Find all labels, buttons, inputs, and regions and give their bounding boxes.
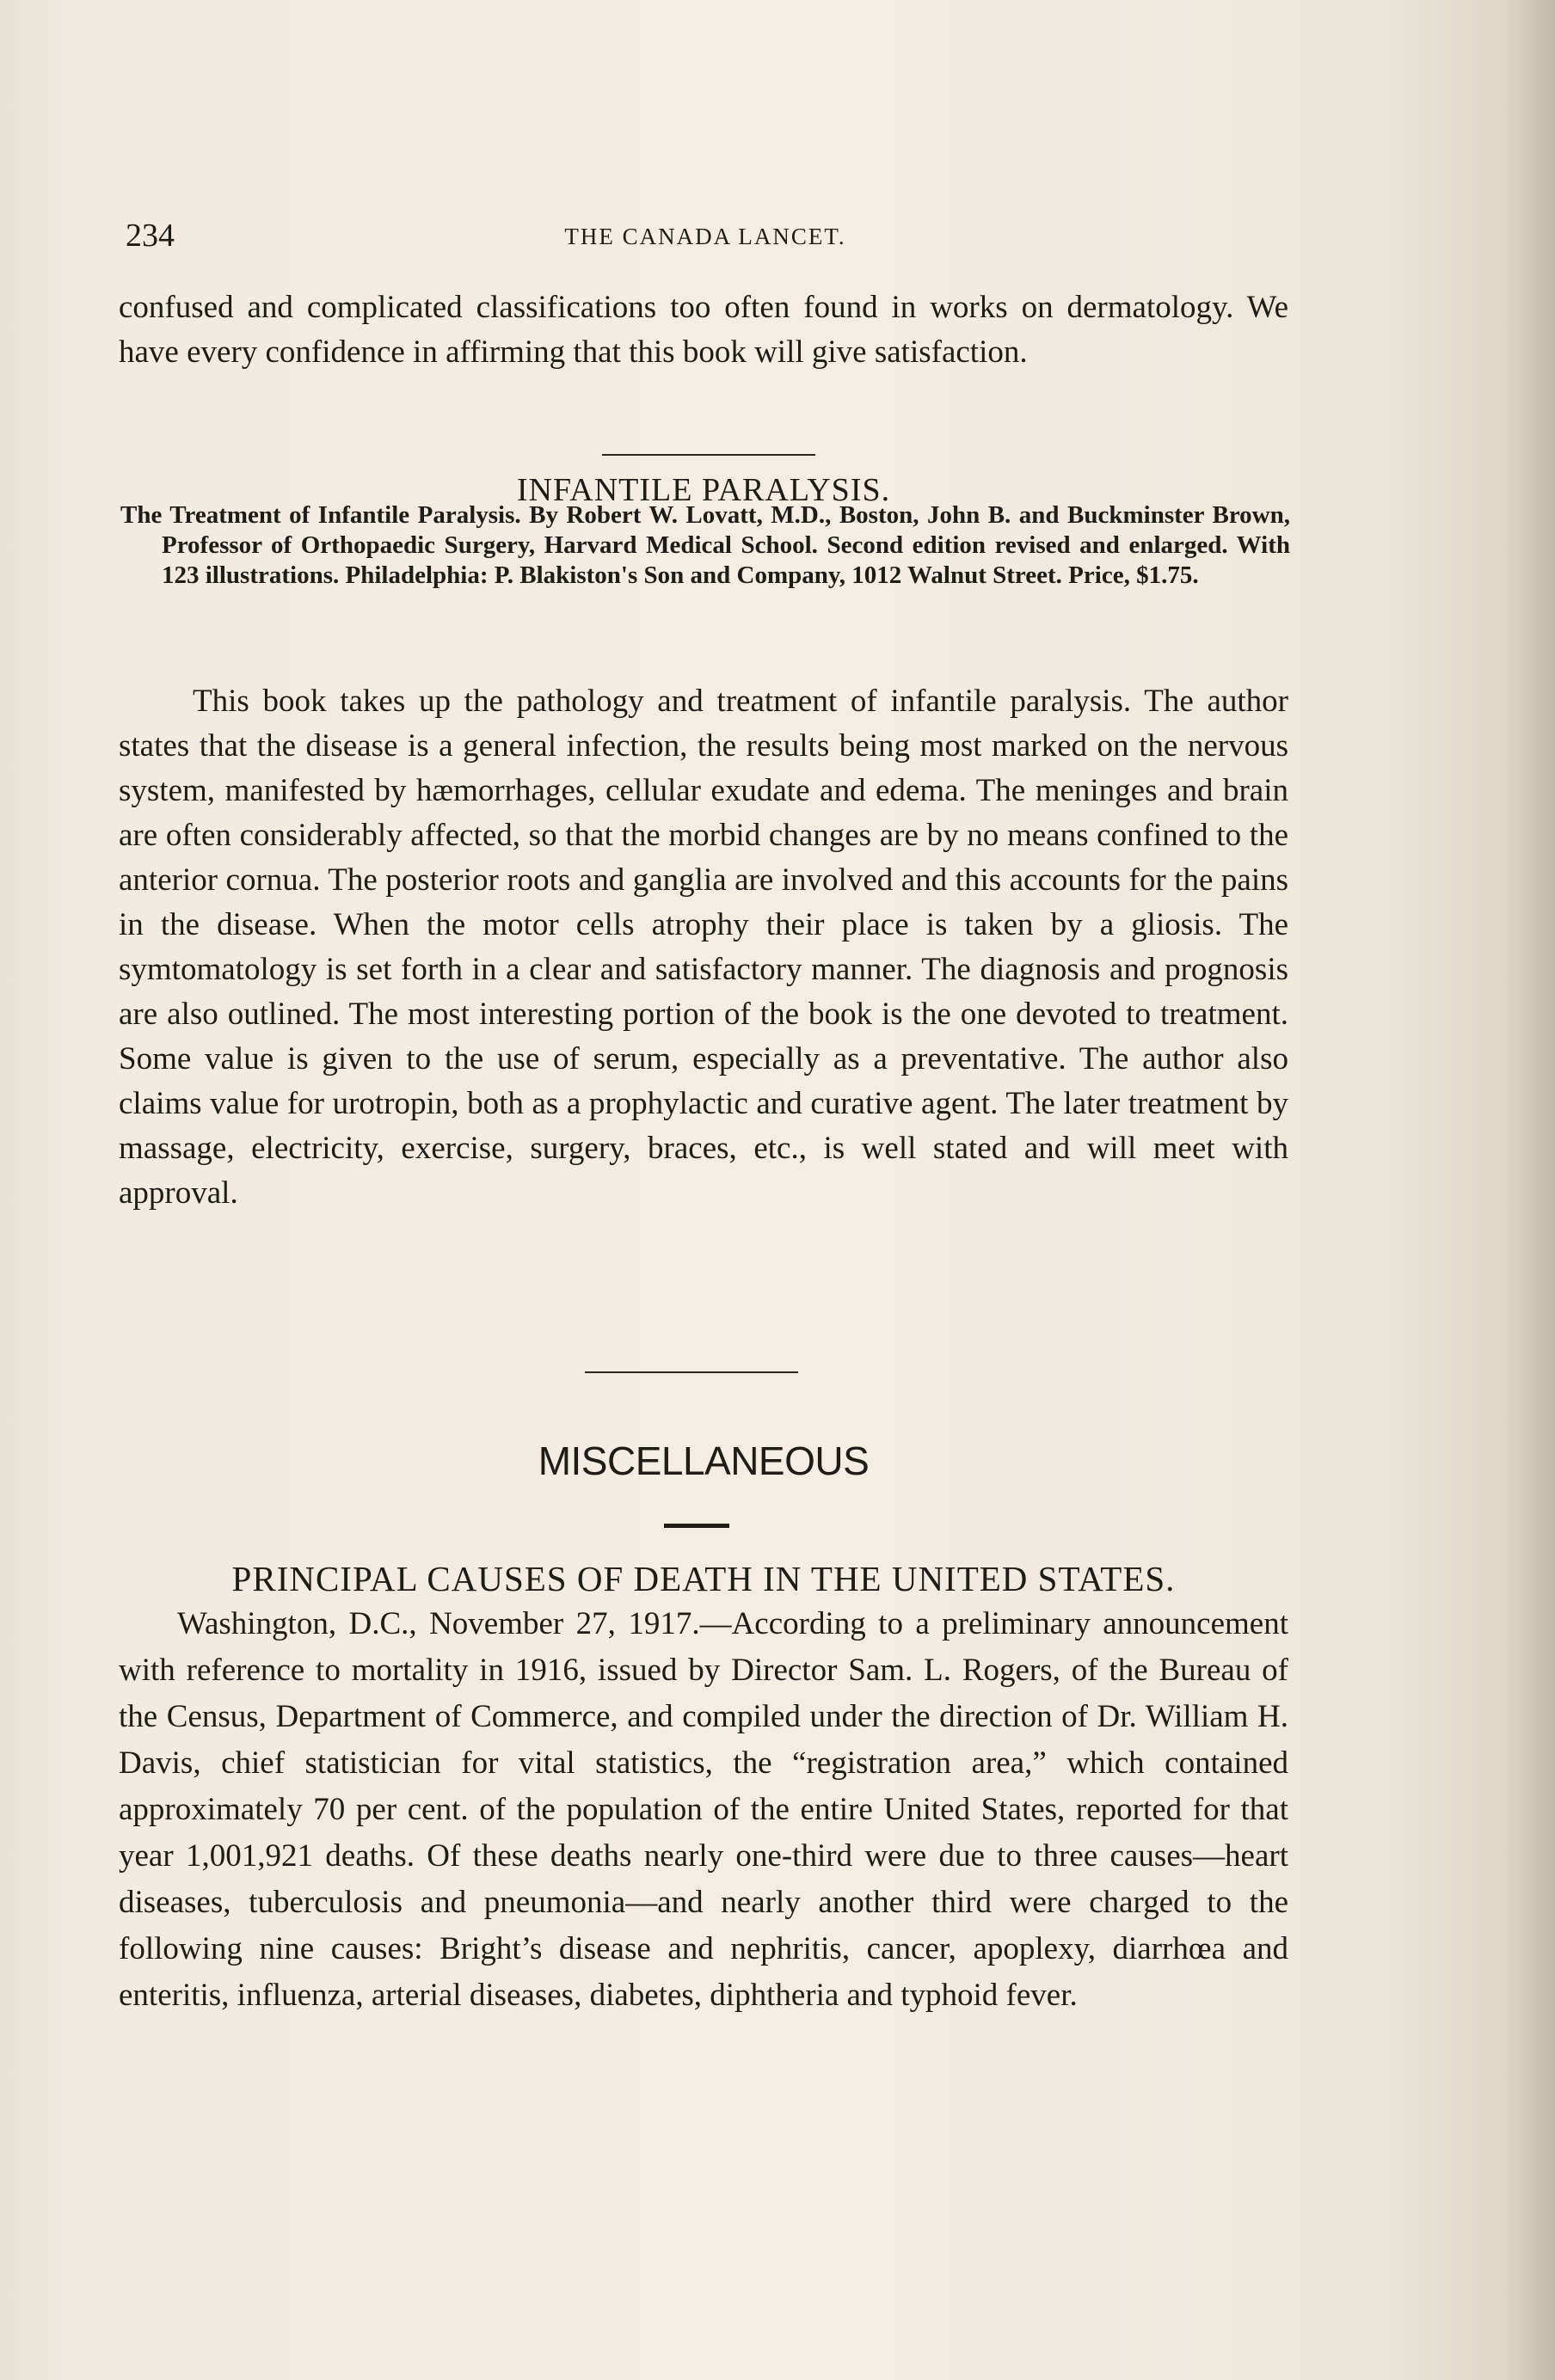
article-body: Washington, D.C., November 27, 1917.—According to a preliminary announcement with reference to mortality in 1916, issued by Director Sam. L. Rogers, of the Bureau of the Census, Department of Commerce, and compiled under the direction of Dr. William H. Davis, chief statistician for vital statistics, the “registration area,” which contained approximately 70 per cent. of the population of the entire United States, reported for that year 1,001,921 deaths. Of these deaths nearly one-third were due to three causes—heart diseases, tuberculosis and pneumonia—and nearly another third were charged to the following nine causes: Bright’s disease and nephritis, cancer, apoplexy, diarrhœa and enteritis, influenza, arterial diseases, diabetes, diphtheria and typhoid fever. bbox=[119, 1606, 1288, 2013]
book-citation bbox=[120, 500, 1290, 591]
section-divider bbox=[602, 454, 815, 456]
running-head: THE CANADA LANCET. bbox=[564, 224, 846, 249]
page-number: 234 bbox=[126, 218, 175, 254]
miscellaneous-heading: MISCELLANEOUS bbox=[538, 1438, 870, 1483]
article-title: PRINCIPAL CAUSES OF DEATH IN THE UNITED STATES. bbox=[231, 1559, 1176, 1598]
section-divider bbox=[585, 1371, 798, 1373]
book-gutter-shadow bbox=[1503, 0, 1555, 2380]
citation-text: The Treatment of Infantile Paralysis. By Robert W. Lovatt, M.D., Boston, John B. and Buckminster Brown, Professor of Orthopaedic Surgery, Harvard Medical School. Second edition revised and enlarged. With 123 illustrations. Philadelphia: P. Blakiston's Son and Company, 1012 Walnut Street. Price, $1.75. bbox=[120, 501, 1290, 589]
heading-dash bbox=[664, 1524, 729, 1528]
intro-paragraph: confused and complicated classifications too often found in works on dermatology. We have every confidence in affirming that this book will give satisfaction. bbox=[119, 290, 1288, 370]
review-body: This book takes up the pathology and treatment of infantile paralysis. The author states that the disease is a general infection, the results being most marked on the nervous system, manifested by hæmorrhages, cellular exudate and edema. The meninges and brain are often considerably affected, so that the morbid changes are by no means confined to the anterior cornua. The posterior roots and ganglia are involved and this accounts for the pains in the disease. When the motor cells atrophy their place is taken by a gliosis. The symtomatology is set forth in a clear and satisfactory manner. The diagnosis and prognosis are also outlined. The most interesting portion of the book is the one devoted to treatment. Some value is given to the use of serum, especially as a preventative. The author also claims value for urotropin, both as a prophylactic and curative agent. The later treatment by massage, electricity, exercise, surgery, braces, etc., is well stated and will meet with approval. bbox=[119, 684, 1288, 1211]
page-header bbox=[120, 217, 1290, 260]
review-title: INFANTILE PARALYSIS. bbox=[516, 472, 891, 508]
